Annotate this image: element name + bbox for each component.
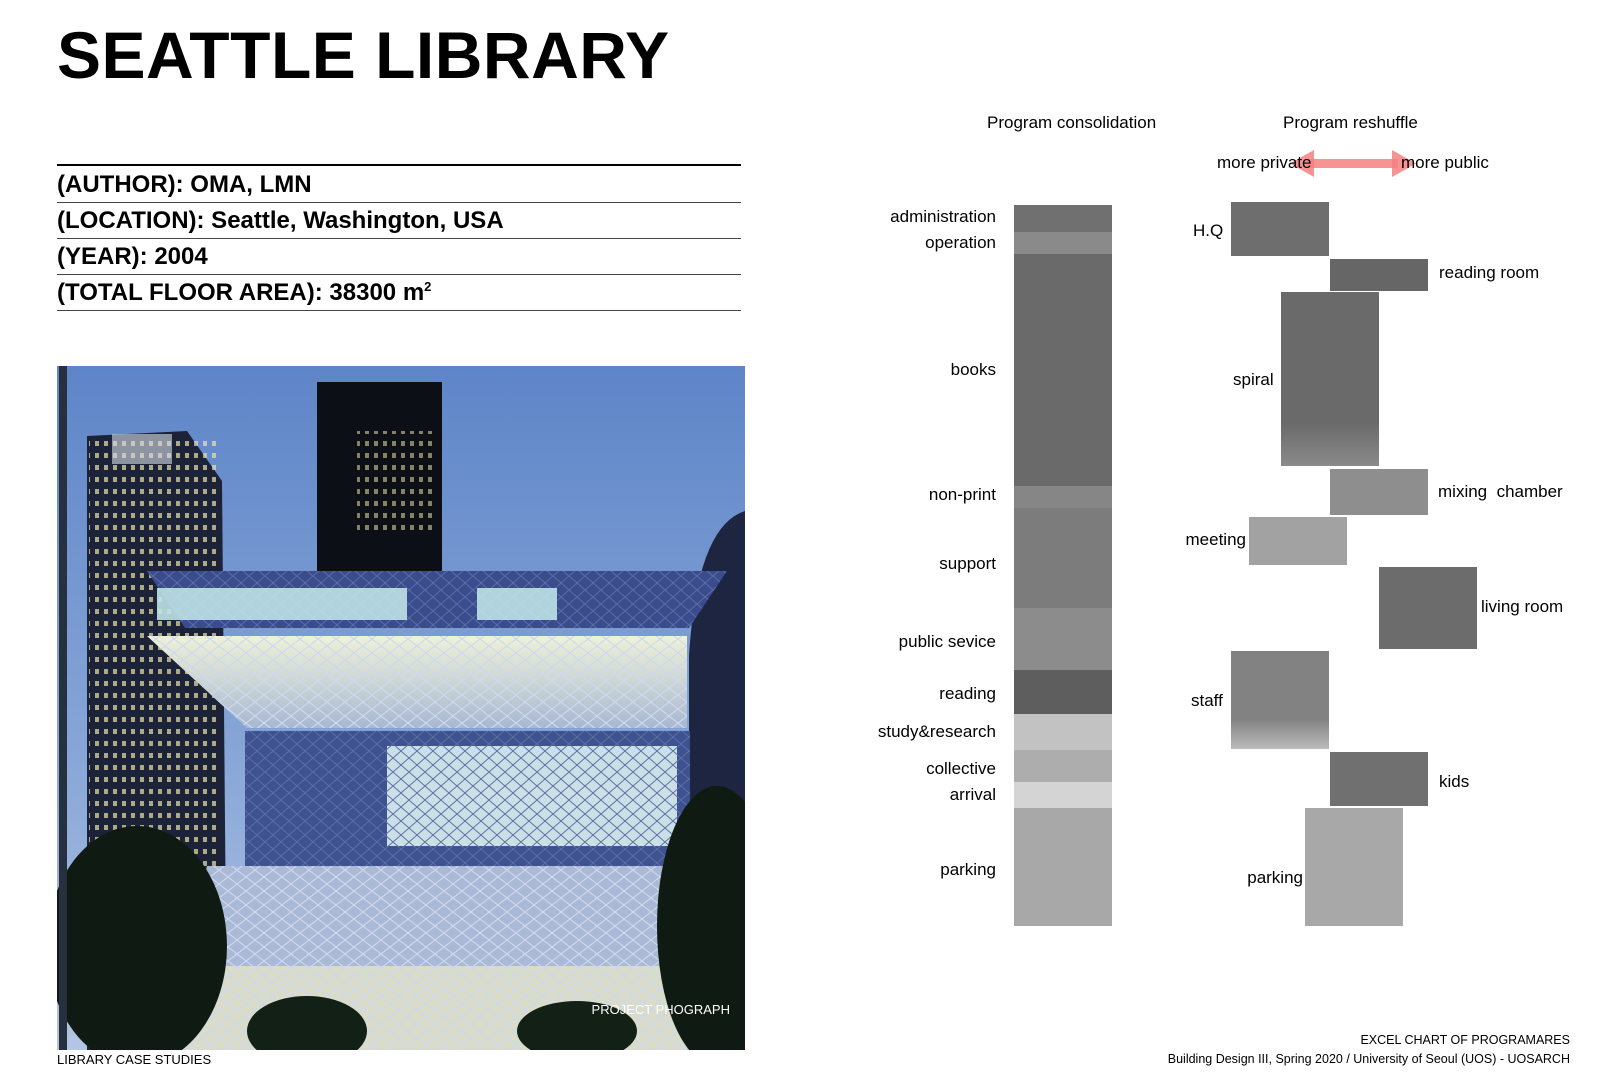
label-living-room: living room	[1481, 597, 1564, 616]
label-operation: operation	[925, 233, 996, 252]
floor-area-unit-sup: 2	[424, 279, 432, 294]
consolidation-heading: Program consolidation	[987, 113, 1157, 132]
footer-chart-title: EXCEL CHART OF PROGRAMARES	[1360, 1033, 1570, 1047]
label-public-service: public sevice	[898, 632, 996, 651]
label-hq: H.Q	[1193, 221, 1224, 240]
label-support: support	[939, 554, 996, 573]
block-collective	[1014, 750, 1112, 782]
author-line: (AUTHOR): OMA, LMN	[57, 166, 741, 203]
photo-caption: PROJECT PHOGRAPH	[591, 1002, 730, 1017]
block-arrival	[1014, 782, 1112, 808]
footer-course-credit: Building Design III, Spring 2020 / University of Seoul (UOS) - UOSARCH	[1167, 1052, 1570, 1066]
label-staff: staff	[1191, 691, 1223, 710]
block-reshuffle-parking	[1305, 808, 1403, 926]
label-meeting: meeting	[1185, 530, 1246, 549]
more-public-label: more public	[1401, 153, 1489, 172]
block-reading	[1014, 670, 1112, 714]
block-kids	[1330, 752, 1428, 806]
block-books	[1014, 254, 1112, 486]
reshuffle-heading: Program reshuffle	[1283, 113, 1418, 132]
label-mixing-chamber: mixing chamber	[1438, 482, 1563, 501]
label-spiral: spiral	[1233, 370, 1274, 389]
block-nonprint	[1014, 486, 1112, 508]
label-nonprint: non-print	[928, 485, 996, 504]
block-operation	[1014, 232, 1112, 254]
block-spiral	[1281, 292, 1379, 466]
footer-case-studies: LIBRARY CASE STUDIES	[57, 1052, 212, 1067]
block-public-service	[1014, 608, 1112, 670]
label-books: books	[950, 360, 996, 379]
page-title: SEATTLE LIBRARY	[57, 18, 670, 92]
floor-area-line	[57, 274, 741, 311]
block-parking	[1014, 808, 1112, 926]
year-line: (YEAR): 2004	[57, 238, 741, 275]
label-reshuffle-parking: parking	[1247, 868, 1303, 887]
block-hq	[1231, 202, 1329, 256]
location-line: (LOCATION): Seattle, Washington, USA	[57, 202, 741, 239]
block-meeting	[1249, 517, 1347, 565]
block-living-room	[1379, 567, 1477, 649]
block-support	[1014, 508, 1112, 608]
floor-area-text: (TOTAL FLOOR AREA): 38300 m	[57, 279, 425, 306]
label-kids: kids	[1439, 772, 1470, 791]
label-collective: collective	[926, 759, 996, 778]
block-staff	[1231, 651, 1329, 749]
label-parking: parking	[940, 860, 996, 879]
block-administration	[1014, 205, 1112, 232]
label-reading-room: reading room	[1439, 263, 1540, 282]
library-photograph	[57, 366, 745, 1050]
more-private-label: more private	[1217, 153, 1312, 172]
block-mixing-chamber	[1330, 469, 1428, 515]
label-administration: administration	[890, 207, 996, 226]
label-reading: reading	[939, 684, 996, 703]
label-study-research: study&research	[877, 722, 996, 741]
label-arrival: arrival	[949, 785, 996, 804]
block-study-research	[1014, 714, 1112, 750]
block-reading-room	[1330, 259, 1428, 291]
